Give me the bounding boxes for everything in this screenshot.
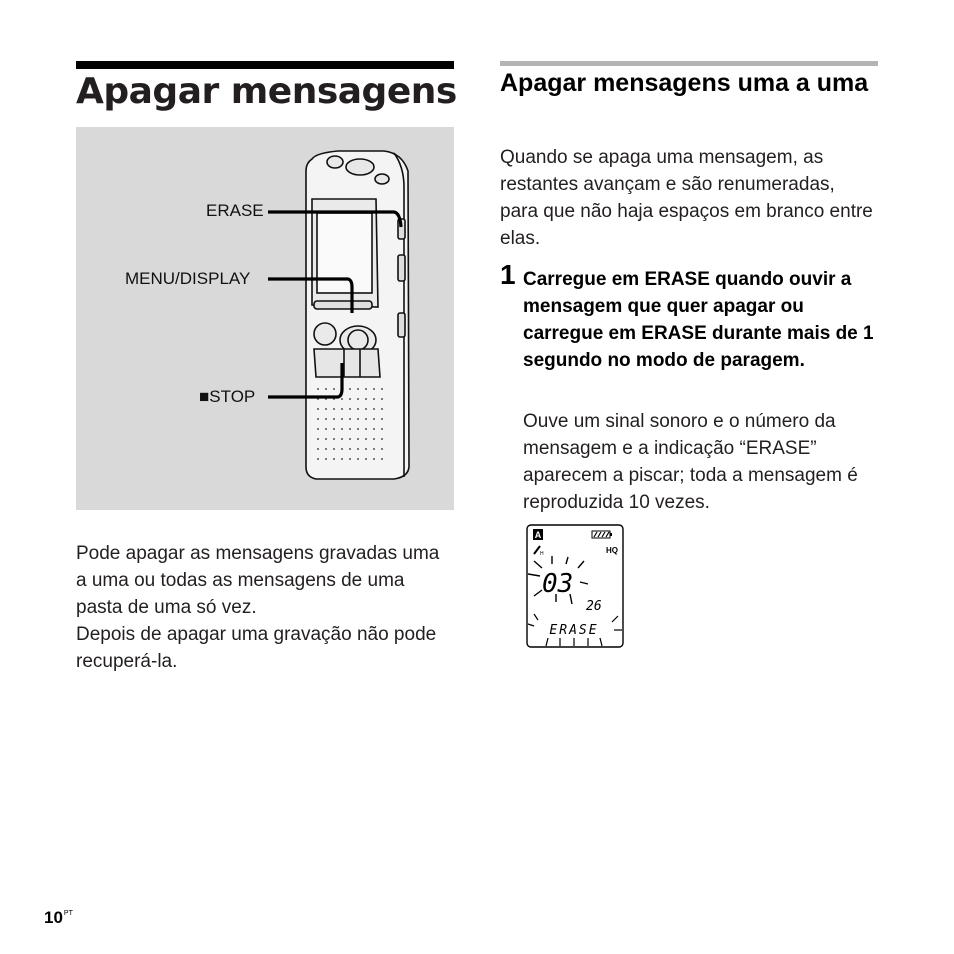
step-description: Ouve um sinal sonoro e o número da mensagem e a indicação “ERASE” aparecem a piscar; toda a mensagem é reproduzida 10 vezes. [523, 411, 858, 513]
menu-display-label: MENU/DISPLAY [125, 269, 251, 288]
recorder-drawing [76, 127, 454, 510]
page-title: Apagar mensagens [76, 71, 457, 112]
lcd-total: 26 [586, 599, 602, 614]
page-number-value: 10 [44, 908, 63, 927]
device-illustration [76, 127, 454, 510]
lcd-display [526, 524, 624, 648]
step-instruction: Carregue em ERASE quando ouvir a mensagem que quer apagar ou carregue em ERASE durante mais de 1 segundo no modo de paragem. [523, 269, 874, 371]
erase-label: ERASE [206, 201, 264, 220]
lcd-message-number: 03 [542, 569, 574, 599]
lcd-quality: HQ [606, 546, 618, 555]
section-rule [500, 61, 878, 66]
warning-paragraph: Depois de apagar uma gravação não pode recuperá-la. [76, 624, 437, 672]
section-intro: Quando se apaga uma mensagem, as restantes avançam e são renumeradas, para que não haja espaços em branco entre elas. [500, 147, 873, 249]
lcd-folder: A [534, 530, 542, 540]
stop-label: STOP [209, 387, 256, 406]
stop-label-wrap [199, 387, 255, 407]
stop-square-icon: ■ [199, 387, 210, 406]
left-body [76, 540, 454, 675]
title-rule [76, 61, 454, 69]
intro-paragraph: Pode apagar as mensagens gravadas uma a uma ou todas as mensagens de uma pasta de uma só vez. [76, 543, 440, 618]
svg-text:H: H [540, 551, 544, 557]
step-number: 1 [500, 259, 516, 290]
page-number [44, 908, 73, 928]
lcd-drawing [526, 524, 624, 648]
section-title: Apagar mensagens uma a uma [500, 69, 869, 97]
page-language-suffix: PT [63, 910, 73, 917]
lcd-status: ERASE [549, 623, 599, 638]
